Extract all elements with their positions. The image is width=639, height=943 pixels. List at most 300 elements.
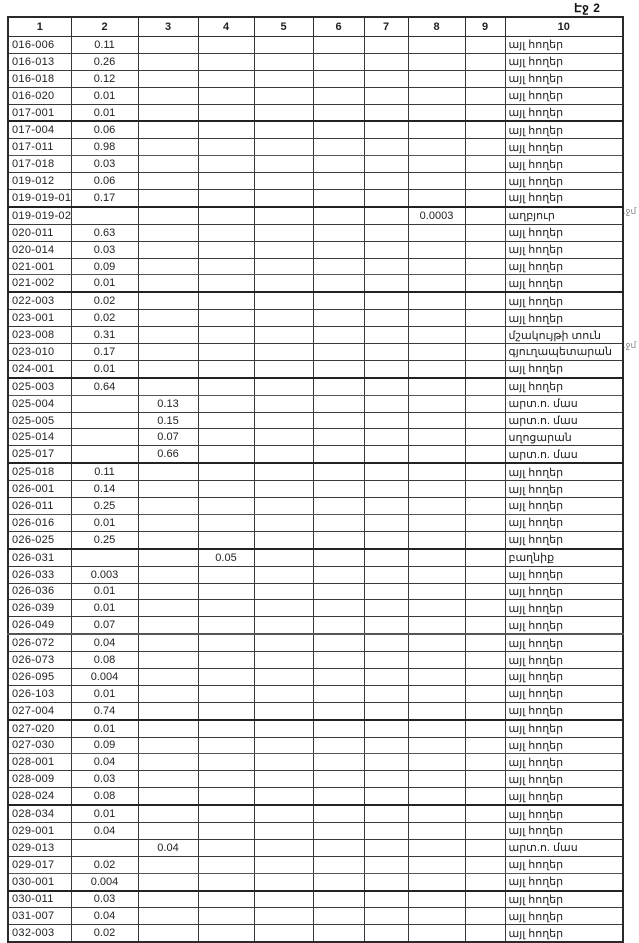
area-value (71, 412, 138, 429)
area-value: 0.31 (71, 327, 138, 344)
area-value (465, 531, 505, 548)
area-value (364, 360, 408, 377)
area-value: 0.03 (71, 891, 138, 908)
table-row (8, 925, 623, 942)
area-value (254, 771, 313, 788)
parcel-code: 026-103 (8, 685, 71, 702)
area-value (198, 360, 254, 377)
area-value (408, 514, 465, 531)
table-row (8, 891, 623, 908)
area-value (254, 37, 313, 54)
column-header-2: 2 (71, 17, 138, 37)
parcel-code: 030-001 (8, 873, 71, 890)
area-value (313, 139, 364, 156)
area-value (408, 925, 465, 942)
area-value (408, 583, 465, 600)
area-value (465, 224, 505, 241)
margin-note: .ջմ (623, 340, 637, 350)
land-type: այլ հողեր (505, 360, 623, 377)
table-row (8, 566, 623, 583)
area-value: 0.25 (71, 498, 138, 515)
area-value (465, 70, 505, 87)
area-value (313, 70, 364, 87)
area-value (408, 549, 465, 566)
area-value (465, 429, 505, 446)
area-value (198, 771, 254, 788)
area-value (313, 395, 364, 412)
table-row (8, 190, 623, 207)
area-value (465, 87, 505, 104)
area-value (408, 139, 465, 156)
area-value (313, 344, 364, 361)
area-value (465, 652, 505, 669)
area-value (254, 104, 313, 121)
area-value (254, 173, 313, 190)
area-value (364, 856, 408, 873)
area-value: 0.15 (138, 412, 198, 429)
area-value (254, 463, 313, 480)
land-type: այլ հողեր (505, 37, 623, 54)
parcel-code: 016-020 (8, 87, 71, 104)
area-value: 0.01 (71, 600, 138, 617)
parcel-code: 026-033 (8, 566, 71, 583)
area-value (198, 53, 254, 70)
area-value (254, 412, 313, 429)
column-header-10: 10 (505, 17, 623, 37)
table-row (8, 754, 623, 771)
area-value (198, 685, 254, 702)
parcel-code: 026-072 (8, 634, 71, 651)
area-value (364, 292, 408, 309)
table-row (8, 241, 623, 258)
area-value (198, 566, 254, 583)
area-value (313, 378, 364, 395)
area-value (254, 891, 313, 908)
area-value (364, 685, 408, 702)
area-value (465, 668, 505, 685)
area-value (364, 805, 408, 822)
area-value (198, 395, 254, 412)
area-value (465, 566, 505, 583)
land-type: արտ.ո. մաս (505, 412, 623, 429)
area-value (198, 412, 254, 429)
area-value (138, 805, 198, 822)
area-value (408, 344, 465, 361)
area-value: 0.14 (71, 481, 138, 498)
area-value (198, 617, 254, 634)
table-row (8, 53, 623, 70)
area-value (254, 310, 313, 327)
area-value (313, 873, 364, 890)
area-value (198, 463, 254, 480)
parcel-code: 016-006 (8, 37, 71, 54)
area-value (254, 583, 313, 600)
parcel-code: 019-019-02 (8, 207, 71, 224)
area-value (408, 771, 465, 788)
area-value (71, 395, 138, 412)
area-value (254, 668, 313, 685)
area-value: 0.17 (71, 190, 138, 207)
table-row (8, 224, 623, 241)
area-value (198, 87, 254, 104)
parcel-code: 026-011 (8, 498, 71, 515)
area-value (198, 139, 254, 156)
area-value (408, 121, 465, 138)
column-header-5: 5 (254, 17, 313, 37)
area-value (313, 207, 364, 224)
area-value (138, 668, 198, 685)
area-value (254, 805, 313, 822)
area-value (465, 822, 505, 839)
table-row (8, 463, 623, 480)
table-row (8, 634, 623, 651)
land-type: այլ հողեր (505, 378, 623, 395)
area-value (465, 498, 505, 515)
area-value (138, 104, 198, 121)
area-value (138, 241, 198, 258)
table-row (8, 292, 623, 309)
area-value (364, 549, 408, 566)
area-value (138, 173, 198, 190)
land-type: գյուղապետարան (505, 344, 623, 361)
area-value (408, 156, 465, 173)
area-value (408, 104, 465, 121)
parcel-code: 027-030 (8, 737, 71, 754)
parcel-code: 022-003 (8, 292, 71, 309)
parcel-code: 020-014 (8, 241, 71, 258)
area-value (313, 668, 364, 685)
parcel-code: 027-004 (8, 702, 71, 719)
area-value: 0.06 (71, 173, 138, 190)
area-value (138, 737, 198, 754)
land-type: այլ հողեր (505, 685, 623, 702)
area-value (254, 344, 313, 361)
column-header-8: 8 (408, 17, 465, 37)
area-value (465, 412, 505, 429)
area-value (408, 634, 465, 651)
area-value (364, 156, 408, 173)
area-value (313, 839, 364, 856)
area-value (313, 583, 364, 600)
table-row (8, 873, 623, 890)
area-value (254, 429, 313, 446)
area-value (364, 121, 408, 138)
area-value (408, 463, 465, 480)
area-value: 0.11 (71, 463, 138, 480)
table-row (8, 446, 623, 463)
land-type: այլ հողեր (505, 104, 623, 121)
parcel-code: 017-001 (8, 104, 71, 121)
area-value (408, 891, 465, 908)
parcel-code: 016-018 (8, 70, 71, 87)
land-type: այլ հողեր (505, 70, 623, 87)
area-value (465, 737, 505, 754)
area-value (313, 241, 364, 258)
area-value (465, 190, 505, 207)
area-value (254, 908, 313, 925)
area-value (138, 549, 198, 566)
area-value (465, 805, 505, 822)
area-value: 0.09 (71, 258, 138, 275)
area-value (313, 87, 364, 104)
area-value (364, 668, 408, 685)
area-value (254, 788, 313, 805)
area-value (198, 275, 254, 292)
area-value (465, 908, 505, 925)
table-row (8, 310, 623, 327)
area-value: 0.01 (71, 685, 138, 702)
area-value (465, 463, 505, 480)
area-value: 0.01 (71, 87, 138, 104)
area-value (313, 173, 364, 190)
area-value (364, 104, 408, 121)
area-value (254, 360, 313, 377)
area-value: 0.01 (71, 360, 138, 377)
area-value (465, 378, 505, 395)
parcel-code: 028-001 (8, 754, 71, 771)
area-value (198, 446, 254, 463)
parcel-code: 026-036 (8, 583, 71, 600)
land-type: այլ հողեր (505, 156, 623, 173)
area-value (364, 908, 408, 925)
parcel-code: 025-017 (8, 446, 71, 463)
table-header (8, 17, 623, 37)
area-value (465, 702, 505, 719)
land-type: այլ հողեր (505, 891, 623, 908)
area-value (465, 481, 505, 498)
area-value (198, 327, 254, 344)
area-value (364, 446, 408, 463)
area-value: 0.05 (198, 549, 254, 566)
area-value (198, 652, 254, 669)
land-type: այլ հողեր (505, 224, 623, 241)
area-value: 0.04 (71, 754, 138, 771)
area-value: 0.01 (71, 805, 138, 822)
area-value (138, 224, 198, 241)
area-value (254, 70, 313, 87)
table-row (8, 531, 623, 548)
area-value (408, 617, 465, 634)
area-value (465, 514, 505, 531)
area-value (198, 429, 254, 446)
table-row (8, 583, 623, 600)
parcel-code: 028-024 (8, 788, 71, 805)
area-value (408, 37, 465, 54)
area-value (408, 190, 465, 207)
area-value (138, 378, 198, 395)
parcel-code: 026-025 (8, 531, 71, 548)
land-type: այլ հողեր (505, 121, 623, 138)
area-value (138, 652, 198, 669)
table-row (8, 514, 623, 531)
table-row (8, 805, 623, 822)
area-value (408, 737, 465, 754)
area-value (313, 360, 364, 377)
area-value (138, 925, 198, 942)
area-value: 0.01 (71, 104, 138, 121)
area-value (254, 685, 313, 702)
land-type: այլ հողեր (505, 190, 623, 207)
land-type: այլ հողեր (505, 822, 623, 839)
area-value (408, 652, 465, 669)
area-value (313, 908, 364, 925)
area-value (198, 720, 254, 737)
column-header-3: 3 (138, 17, 198, 37)
area-value: 0.08 (71, 652, 138, 669)
area-value (313, 737, 364, 754)
table-row (8, 344, 623, 361)
page-number: Էջ 2 (574, 1, 601, 15)
area-value (465, 549, 505, 566)
table-row (8, 37, 623, 54)
parcel-code: 017-011 (8, 139, 71, 156)
area-value (364, 275, 408, 292)
area-value (408, 805, 465, 822)
table-row (8, 378, 623, 395)
area-value (408, 258, 465, 275)
land-type: այլ հողեր (505, 668, 623, 685)
land-type: այլ հողեր (505, 463, 623, 480)
area-value (138, 822, 198, 839)
area-value (254, 514, 313, 531)
area-value: 0.04 (138, 839, 198, 856)
area-value (408, 754, 465, 771)
area-value (138, 360, 198, 377)
area-value (254, 822, 313, 839)
area-value (198, 258, 254, 275)
parcel-code: 017-004 (8, 121, 71, 138)
parcel-code: 028-034 (8, 805, 71, 822)
table-row (8, 668, 623, 685)
area-value: 0.13 (138, 395, 198, 412)
area-value (313, 463, 364, 480)
area-value (408, 788, 465, 805)
area-value: 0.64 (71, 378, 138, 395)
area-value (71, 839, 138, 856)
area-value (138, 258, 198, 275)
area-value (198, 891, 254, 908)
area-value (465, 720, 505, 737)
area-value (254, 241, 313, 258)
area-value (408, 275, 465, 292)
area-value (138, 754, 198, 771)
land-type: այլ հողեր (505, 908, 623, 925)
parcel-code: 029-001 (8, 822, 71, 839)
area-value: 0.11 (71, 37, 138, 54)
area-value (198, 37, 254, 54)
area-value (465, 258, 505, 275)
area-value (138, 275, 198, 292)
area-value (364, 754, 408, 771)
area-value (138, 771, 198, 788)
area-value (254, 395, 313, 412)
table-row (8, 87, 623, 104)
area-value (254, 702, 313, 719)
land-type: այլ հողեր (505, 805, 623, 822)
area-value (254, 224, 313, 241)
area-value (138, 327, 198, 344)
land-type: այլ հողեր (505, 53, 623, 70)
area-value (254, 139, 313, 156)
area-value: 0.003 (71, 566, 138, 583)
table-row (8, 104, 623, 121)
area-value: 0.004 (71, 873, 138, 890)
area-value (465, 53, 505, 70)
area-value (138, 702, 198, 719)
area-value (138, 463, 198, 480)
area-value (254, 498, 313, 515)
table-row (8, 70, 623, 87)
area-value (71, 549, 138, 566)
parcel-code: 025-003 (8, 378, 71, 395)
column-header-9: 9 (465, 17, 505, 37)
area-value (313, 37, 364, 54)
area-value (313, 446, 364, 463)
area-value (408, 446, 465, 463)
area-value (364, 344, 408, 361)
area-value (408, 412, 465, 429)
table-row (8, 429, 623, 446)
parcel-code: 027-020 (8, 720, 71, 737)
parcel-code: 026-049 (8, 617, 71, 634)
area-value (138, 873, 198, 890)
area-value (71, 446, 138, 463)
land-type: սղոցարան (505, 429, 623, 446)
area-value (364, 737, 408, 754)
area-value (364, 258, 408, 275)
area-value (138, 908, 198, 925)
area-value: 0.004 (71, 668, 138, 685)
area-value (465, 310, 505, 327)
area-value (465, 156, 505, 173)
area-value: 0.04 (71, 634, 138, 651)
area-value: 0.02 (71, 292, 138, 309)
area-value: 0.02 (71, 925, 138, 942)
area-value (465, 873, 505, 890)
area-value (364, 173, 408, 190)
area-value: 0.01 (71, 720, 138, 737)
table-row (8, 788, 623, 805)
table-row (8, 771, 623, 788)
area-value (254, 549, 313, 566)
area-value (465, 839, 505, 856)
land-type: մշակույթի տուն (505, 327, 623, 344)
area-value (364, 70, 408, 87)
area-value (364, 498, 408, 515)
parcel-code: 029-013 (8, 839, 71, 856)
area-value (198, 70, 254, 87)
area-value (254, 275, 313, 292)
area-value (138, 87, 198, 104)
area-value (198, 498, 254, 515)
area-value (198, 531, 254, 548)
parcel-code: 028-009 (8, 771, 71, 788)
table-row (8, 139, 623, 156)
area-value (313, 754, 364, 771)
area-value (138, 481, 198, 498)
parcel-code: 025-018 (8, 463, 71, 480)
area-value: 0.66 (138, 446, 198, 463)
area-value (364, 634, 408, 651)
parcel-code: 019-019-01 (8, 190, 71, 207)
land-type: այլ հողեր (505, 514, 623, 531)
area-value (254, 634, 313, 651)
area-value (364, 600, 408, 617)
area-value (313, 292, 364, 309)
area-value (254, 87, 313, 104)
area-value (254, 531, 313, 548)
land-type: այլ հողեր (505, 873, 623, 890)
